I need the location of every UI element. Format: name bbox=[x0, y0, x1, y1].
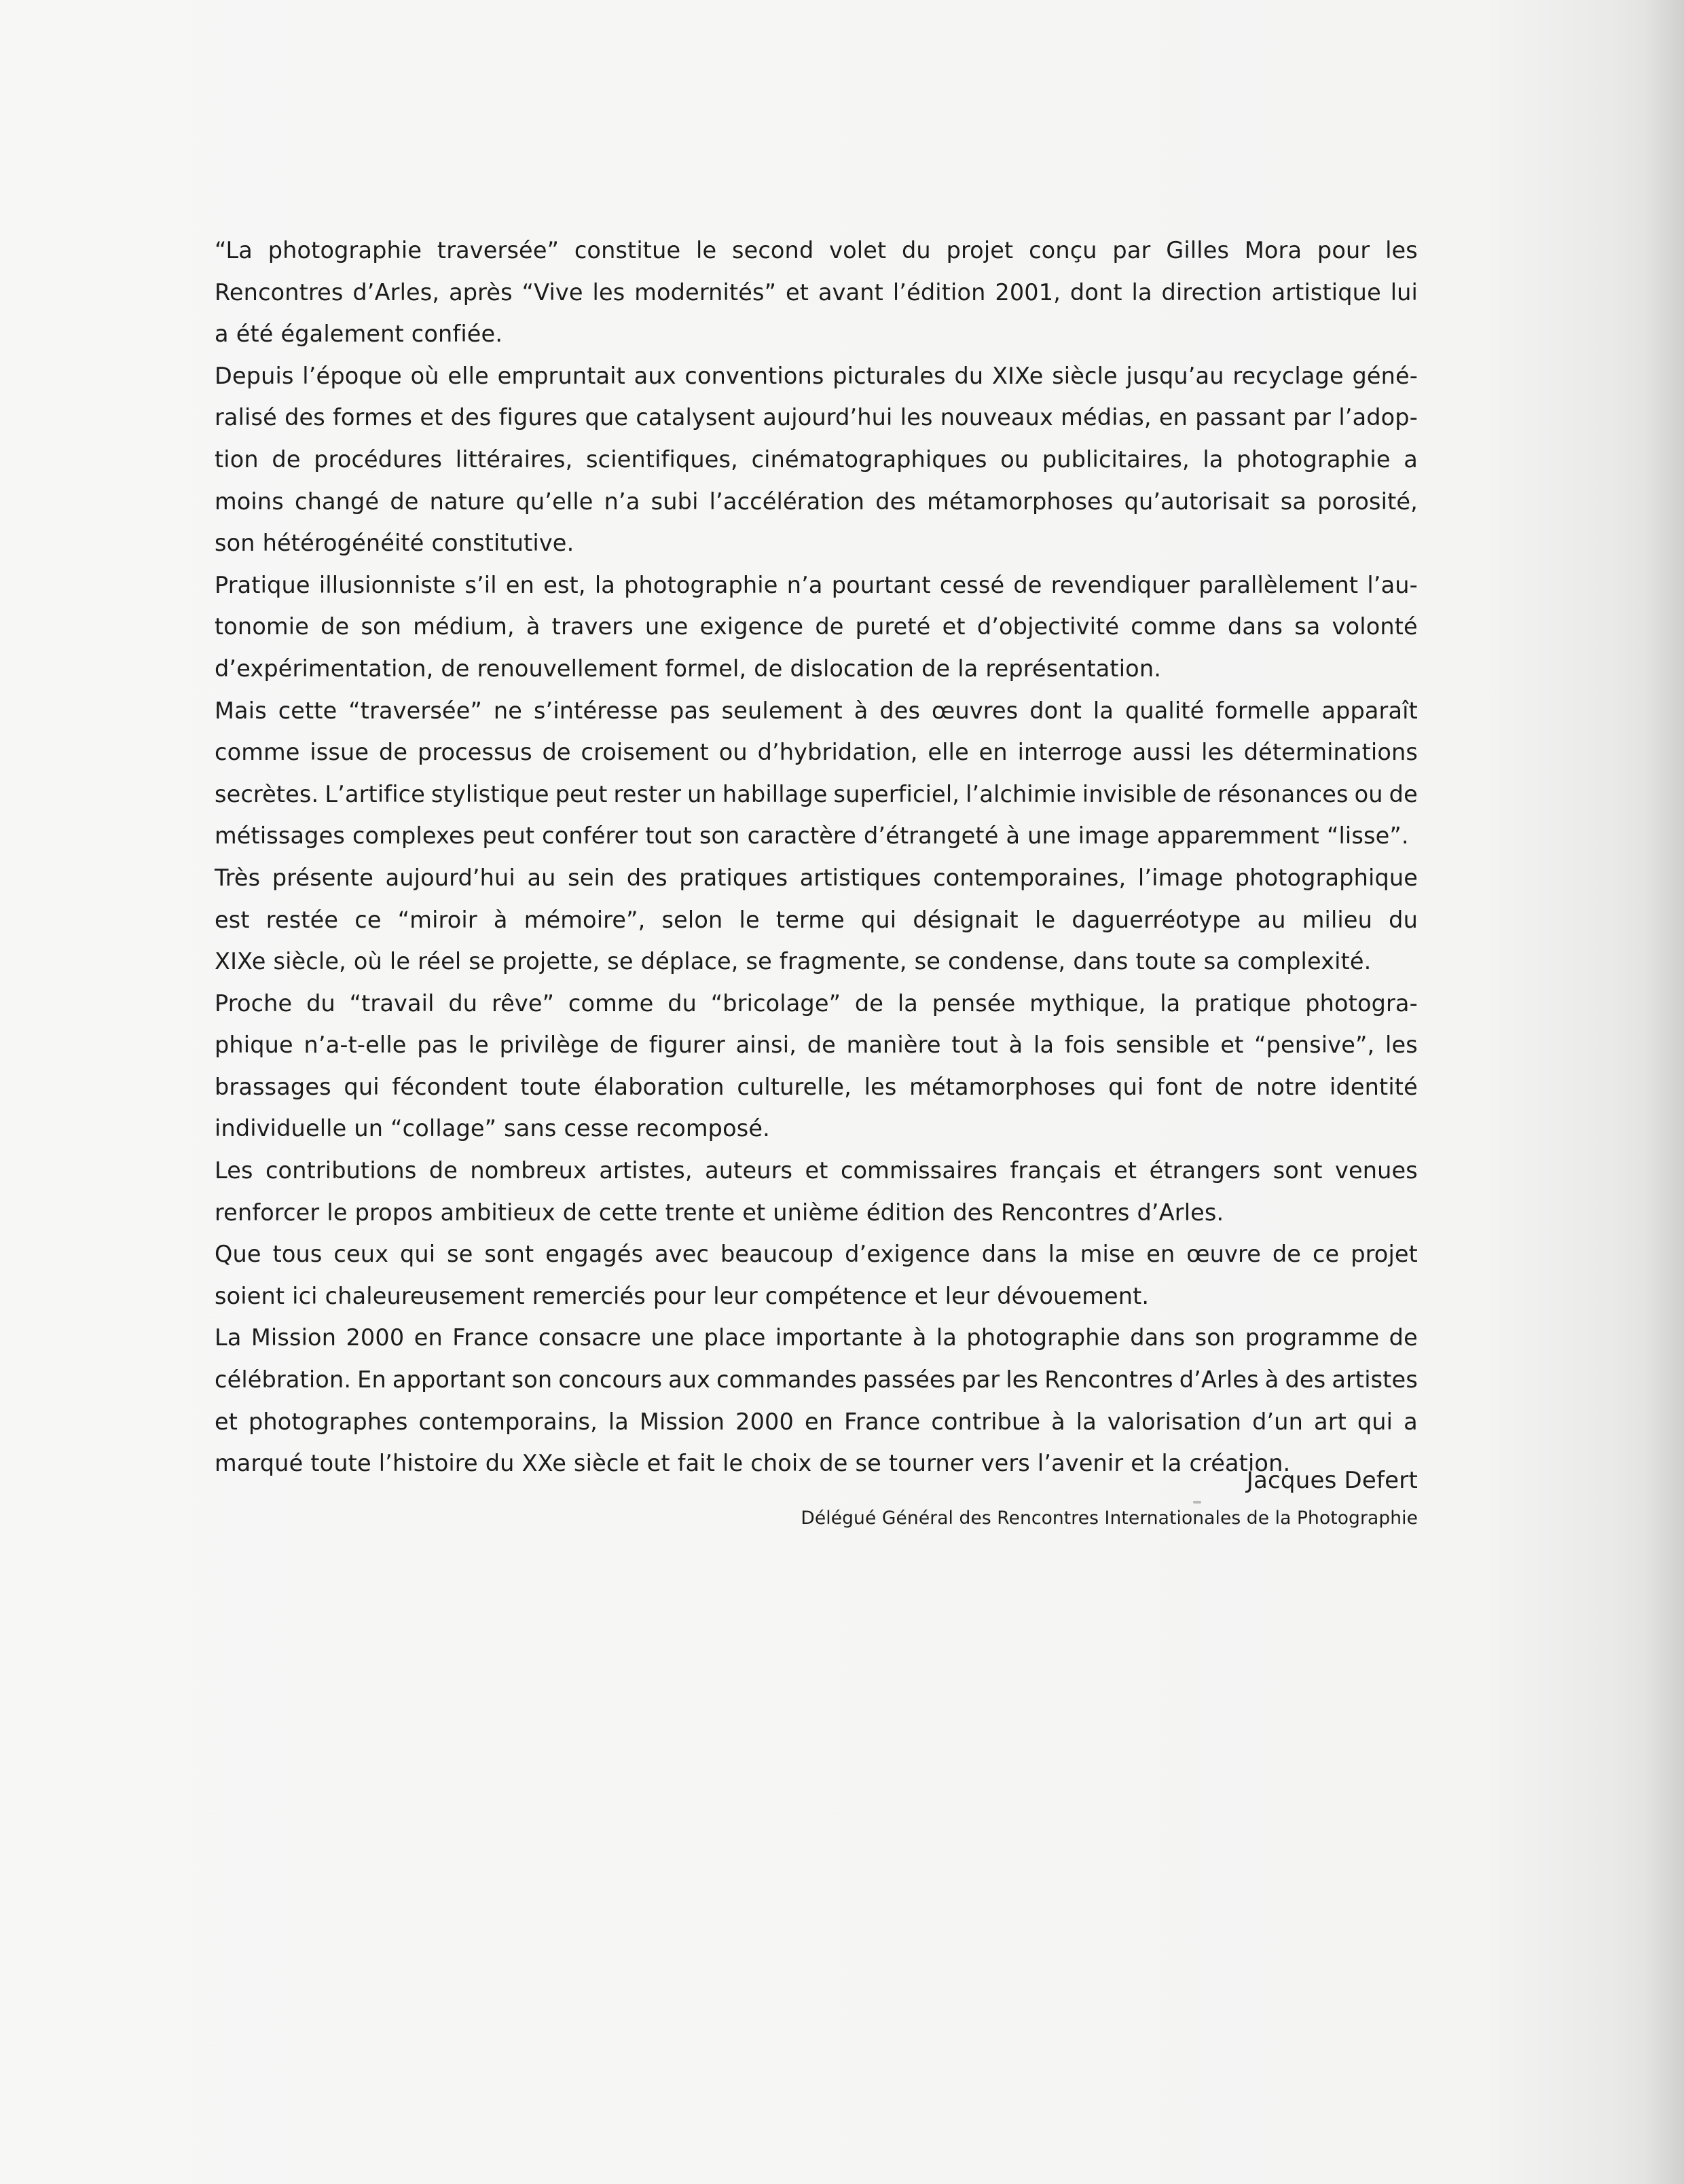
signature-role: Délégué Général des Rencontres Internationales de la Photographie bbox=[801, 1508, 1418, 1529]
paragraph bbox=[215, 1233, 1418, 1317]
text-line: a été également confiée. bbox=[215, 321, 503, 348]
text-line: XIXe siècle, où le réel se projette, se déplace, se fragmente, se condense, dans toute sa complexité. bbox=[215, 948, 1372, 975]
body-text bbox=[215, 230, 1418, 1485]
text-line: Très présente aujourd’hui au sein des pratiques artistiques contemporaines, l’image photographique bbox=[215, 864, 1418, 891]
paragraph bbox=[215, 983, 1418, 1150]
text-line: d’expérimentation, de renouvellement formel, de dislocation de la représentation. bbox=[215, 655, 1161, 682]
text-line: phique n’a-t-elle pas le privilège de figurer ainsi, de manière tout à la fois sensible et “pensive”, les bbox=[215, 1032, 1418, 1059]
text-line: moins changé de nature qu’elle n’a subi l’accélération des métamorphoses qu’autorisait sa porosité, bbox=[215, 488, 1418, 515]
text-line: La Mission 2000 en France consacre une place importante à la photographie dans son programme de bbox=[215, 1324, 1418, 1351]
text-line: Mais cette “traversée” ne s’intéresse pas seulement à des œuvres dont la qualité formelle apparaît bbox=[215, 697, 1418, 724]
text-line: est restée ce “miroir à mémoire”, selon le terme qui désignait le daguerréotype au milieu du bbox=[215, 906, 1418, 933]
text-line: tion de procédures littéraires, scientifiques, cinématographiques ou publicitaires, la photographie a bbox=[215, 445, 1418, 473]
text-line: renforcer le propos ambitieux de cette trente et unième édition des Rencontres d’Arles. bbox=[215, 1199, 1224, 1226]
signature-block bbox=[801, 1460, 1418, 1536]
text-line: secrètes. L’artifice stylistique peut rester un habillage superficiel, l’alchimie invisible de résonances ou de bbox=[215, 780, 1418, 807]
text-line: métissages complexes peut conférer tout son caractère d’étrangeté à une image apparemment “lisse”. bbox=[215, 822, 1409, 850]
text-line: Que tous ceux qui se sont engagés avec beaucoup d’exigence dans la mise en œuvre de ce projet bbox=[215, 1241, 1418, 1268]
text-line: comme issue de processus de croisement ou d’hybridation, elle en interroge aussi les déterminations bbox=[215, 739, 1418, 766]
paragraph bbox=[215, 564, 1418, 690]
text-line: individuelle un “collage” sans cesse recomposé. bbox=[215, 1115, 770, 1142]
text-line: son hétérogénéité constitutive. bbox=[215, 530, 574, 557]
page-edge-shadow bbox=[1643, 0, 1684, 2184]
text-line: marqué toute l’histoire du XXe siècle et fait le choix de se tourner vers l’avenir et la création. bbox=[215, 1450, 1291, 1477]
text-line: célébration. En apportant son concours aux commandes passées par les Rencontres d’Arles à des artistes bbox=[215, 1366, 1418, 1394]
text-line: et photographes contemporains, la Mission 2000 en France contribue à la valorisation d’un art qui a bbox=[215, 1408, 1418, 1435]
text-line: tonomie de son médium, à travers une exigence de pureté et d’objectivité comme dans sa volonté bbox=[215, 613, 1418, 640]
paragraph bbox=[215, 690, 1418, 857]
text-line: Les contributions de nombreux artistes, auteurs et commissaires français et étrangers sont venues bbox=[215, 1157, 1418, 1184]
paragraph bbox=[215, 857, 1418, 983]
text-line: Depuis l’époque où elle empruntait aux conventions picturales du XIXe siècle jusqu’au recyclage géné- bbox=[215, 362, 1418, 389]
paragraph bbox=[215, 230, 1418, 355]
text-line: soient ici chaleureusement remerciés pour leur compétence et leur dévouement. bbox=[215, 1282, 1150, 1309]
signature-name: Jacques Defert bbox=[1246, 1467, 1418, 1494]
text-line: Pratique illusionniste s’il en est, la photographie n’a pourtant cessé de revendiquer parallèlement l’au- bbox=[215, 571, 1418, 598]
paragraph bbox=[215, 1150, 1418, 1233]
text-line: Proche du “travail du rêve” comme du “bricolage” de la pensée mythique, la pratique photogra- bbox=[215, 989, 1418, 1017]
text-line: Rencontres d’Arles, après “Vive les modernités” et avant l’édition 2001, dont la direction artistique lui bbox=[215, 278, 1418, 306]
paragraph bbox=[215, 1317, 1418, 1484]
text-line: “La photographie traversée” constitue le second volet du projet conçu par Gilles Mora pour les bbox=[215, 237, 1418, 263]
paragraph bbox=[215, 355, 1418, 564]
text-line: brassages qui fécondent toute élaboration culturelle, les métamorphoses qui font de notre identité bbox=[215, 1073, 1418, 1100]
text-line: ralisé des formes et des figures que catalysent aujourd’hui les nouveaux médias, en passant par l’adop- bbox=[215, 404, 1418, 431]
